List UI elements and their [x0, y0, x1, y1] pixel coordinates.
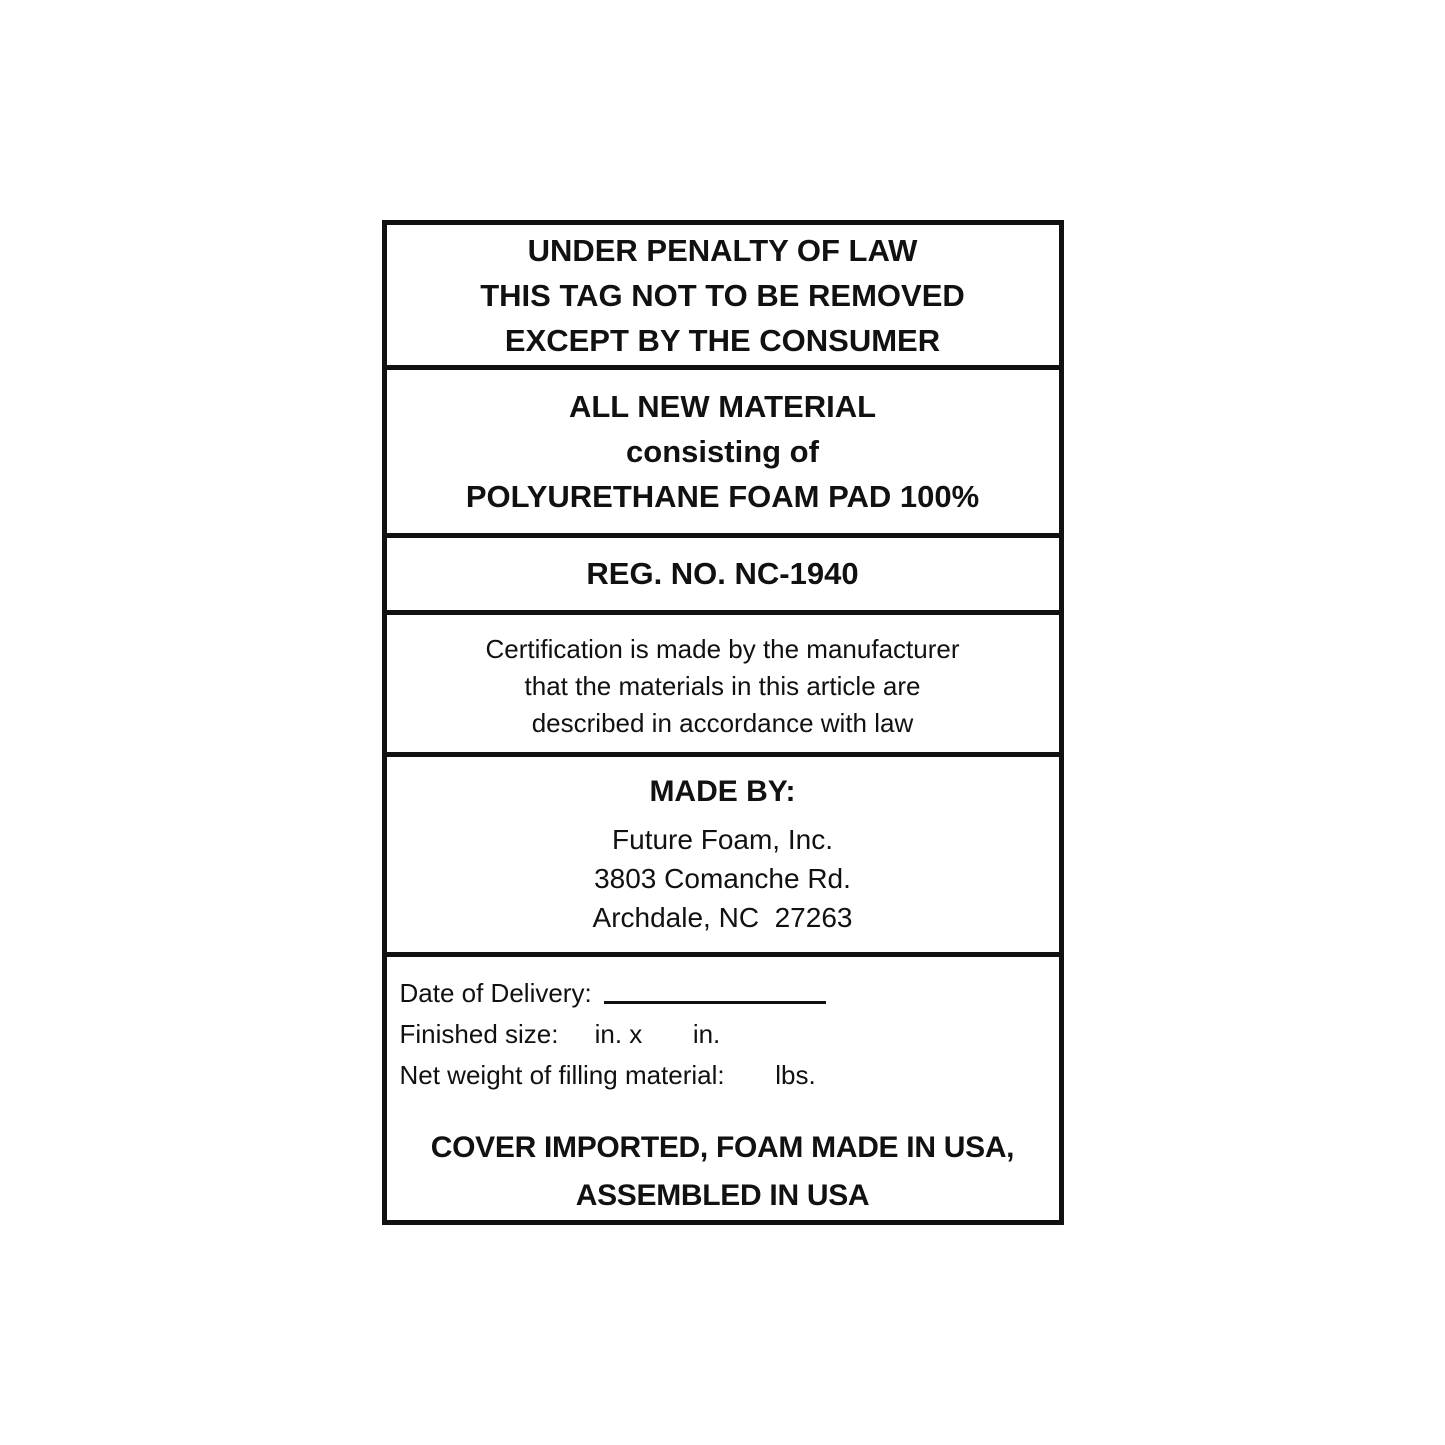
date-of-delivery-label: Date of Delivery: [399, 978, 592, 1008]
date-of-delivery-row [400, 973, 1059, 1014]
law-tag-label [382, 220, 1064, 1225]
certification-line-2: that the materials in this article are [524, 671, 921, 701]
date-of-delivery-blank-line [604, 1001, 826, 1004]
material-line-3: POLYURETHANE FOAM PAD 100% [465, 479, 980, 514]
penalty-section [387, 225, 1059, 370]
origin-line-1: COVER IMPORTED, FOAM MADE IN USA, [430, 1131, 1015, 1164]
penalty-line-1: UNDER PENALTY OF LAW [527, 232, 918, 268]
origin-statement [387, 1124, 1059, 1220]
penalty-line-2: THIS TAG NOT TO BE REMOVED [480, 277, 965, 313]
details-section [387, 957, 1059, 1220]
finished-size-row: Finished size: in. x in. [399, 1019, 721, 1049]
certification-line-3: described in accordance with law [531, 708, 914, 738]
details-block [387, 957, 1059, 1096]
material-line-1: ALL NEW MATERIAL [568, 389, 877, 424]
registration-number: REG. NO. NC-1940 [586, 556, 859, 591]
material-section [387, 370, 1059, 538]
material-line-2: consisting of [626, 434, 819, 469]
registration-section [387, 538, 1059, 615]
manufacturer-city-state-zip: Archdale, NC 27263 [592, 902, 853, 933]
made-by-section [387, 757, 1059, 957]
origin-line-2: ASSEMBLED IN USA [575, 1179, 870, 1212]
made-by-heading: MADE BY: [649, 775, 796, 808]
net-weight-row: Net weight of filling material: lbs. [399, 1060, 816, 1090]
certification-line-1: Certification is made by the manufacturer [485, 634, 960, 664]
certification-section [387, 615, 1059, 757]
manufacturer-street: 3803 Comanche Rd. [594, 863, 851, 894]
manufacturer-name: Future Foam, Inc. [612, 824, 833, 855]
penalty-line-3: EXCEPT BY THE CONSUMER [504, 322, 941, 358]
